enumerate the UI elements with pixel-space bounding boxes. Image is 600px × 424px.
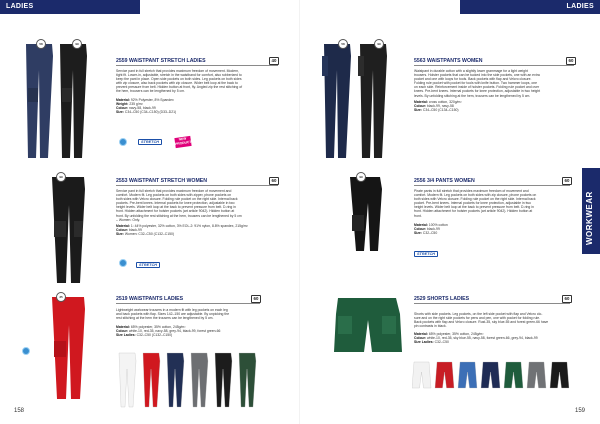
product-specs: Material: 92% Polyester, 8% Spandex Weight: 235 g/m² Colour: navy-58, black-99 Size: C34–C50 (C34–C150) (D33–D21) (116, 98, 177, 115)
colour-code-badge: 58 (36, 39, 46, 49)
product-specs: Material: cross cotton, 320g/m² Colour: black-99, navy-58 Size: C34–C50 (C134–C150) (414, 100, 462, 113)
pant-black (52, 177, 85, 283)
pant-black (358, 44, 387, 158)
product-specs: Material: 1: 44% polyester, 32% cotton, 3% EOL-2: 91% nylon, 8.8% spandex, 215g/m² Colour: black-99 Size: Women: C32–C50 (C132–C150) (116, 224, 248, 237)
new-product-badge: NEW PRODUCT (174, 136, 192, 147)
title-rule (414, 185, 570, 186)
variant-58 (481, 362, 500, 388)
title-rule (414, 303, 570, 304)
product-2556-image (340, 175, 396, 255)
title-rule (414, 65, 574, 66)
product-description: Shorts with side pockets. Leg pockets, on the left side pocket with flap and Velcro clo- sure and on the right side pockets for pens and pen, one with pocket for folding rule. Back pockets with flap and Velcro closure. Rust-35, sky blue-55 and forest green-66 have pin contrasts in black. (414, 312, 549, 329)
product-description: Lightweight workwear trousers in a modern fit with leg pockets on each leg and back pockets with flap. Sizes 142–150 are adjustable. By unpicking the rest stitching at the hem the trousers can be lengthened by 5 cm. (116, 308, 230, 321)
variant-66 (239, 353, 256, 407)
product-2529-image (330, 296, 406, 356)
wash-icon (119, 259, 127, 267)
product-title: 2559 WAISTPANT STRETCH LADIES (116, 58, 206, 64)
product-title: 5563 WAISTPANTS WOMEN (414, 58, 483, 64)
colour-variants-2519 (117, 351, 287, 411)
title-rule (116, 303, 260, 304)
wash-icon (119, 138, 127, 146)
section-title-left: LADIES (6, 3, 34, 10)
workwear-label: WORKWEAR (585, 191, 594, 245)
colour-code-badge: 99 (356, 172, 366, 182)
variant-10 (119, 353, 136, 407)
product-2559-image (18, 40, 94, 160)
product-title: 2519 WAISTPANTS LADIES (116, 296, 184, 302)
colour-code-badge: 99 (56, 172, 66, 182)
stretch-logo: STRETCH (138, 139, 162, 145)
price-code: 60 (562, 177, 572, 185)
variant-58 (167, 353, 184, 407)
variant-94 (191, 353, 208, 407)
header-bar-left (0, 0, 140, 14)
product-description: Waistpant in durable cotton with a slightly lower grammage for a light weight trousers. Holster pockets that can be tucked into the side pockets, one with an extra pocket and one with loops for tools. Back pockets with flap and Velcro closure. Folding rule pocket with pocket for tools with knife button. Two hammer loops, one on each side. Reinforcement inside of holster pockets. Folding rule pocket and over knees. Pre-bent knees. Internal pockets for knee protection, adjustable in two height levels. By unfolding stitching at the hem, trousers can be lengthened by 5 cm. (414, 69, 541, 98)
product-title: 2556 3/4 PANTS WOMEN (414, 178, 475, 184)
header-bar-right (460, 0, 600, 14)
variant-35 (435, 362, 454, 388)
variant-94 (527, 362, 546, 388)
variant-10 (412, 362, 431, 388)
product-description: Pirate pants in full stretch that provides maximum freedom of movement and comfort. Modern fit. Leg pockets on both sides with zip closure, phone pockets on both sides with Velcro closure. Folding rule pocket on the right side. Internal back pocket. Pre-bent knees. Internal pockets for knee protection, adjustable in two height levels. Wider belt loop at the back to prevent pressure from belt. D-ring in front. Hidden attachment for holster pockets (art article 9042). Hidden button at front. (414, 189, 537, 218)
price-code: 60 (269, 177, 279, 185)
product-specs: Material: 65% polyester, 35% cotton, 245g/m² Colour: white-10, red-35, navy-58, grey-94, black-99, forest green-66 Size Ladies: C32–C50 (C132–C150) (116, 325, 221, 338)
product-specs: Material: 65% polyester, 35% cotton, 245g/m² Colour: white-10, red-35, sky blue-55, navy-58, forest green-66, grey-94, black-99 Size Ladies: C32–C50 (414, 332, 538, 345)
stretch-logo: STRETCH (136, 262, 160, 268)
colour-code-badge: 35 (56, 292, 66, 302)
title-rule (116, 65, 278, 66)
title-rule (116, 185, 278, 186)
product-2519-image (40, 295, 100, 401)
product-title: 2529 SHORTS LADIES (414, 296, 470, 302)
variant-99 (215, 353, 232, 407)
wash-icon (22, 347, 30, 355)
variant-99 (550, 362, 569, 388)
colour-code-badge: 99 (72, 39, 82, 49)
shorts-green (334, 298, 402, 352)
price-code: 60 (562, 295, 572, 303)
price-code: 60 (251, 295, 261, 303)
product-specs: Material: 100% cotton Colour: black-99 Size: C32–C50 (414, 223, 448, 236)
variant-66 (504, 362, 523, 388)
pant-red (52, 297, 85, 399)
pant-navy (26, 44, 53, 158)
stretch-logo: STRETCH (414, 251, 438, 257)
product-2553-image (40, 175, 100, 285)
product-title: 2553 WAISTPANT STRETCH WOMEN (116, 178, 207, 184)
colour-variants-2529 (412, 360, 580, 400)
page-number-left: 158 (14, 408, 25, 414)
page-number-right: 159 (575, 408, 586, 414)
product-5563-image (316, 40, 392, 160)
section-title-right: LADIES (566, 3, 594, 10)
pant-navy (322, 44, 351, 158)
product-description: Service pant in full stretch that provides maximum freedom of movement and comfort. Modern fit. Leg pockets on both sides with zipper, phone pockets on both sides with Velcro closure. Folding rule pocket on the right side. Internal back pockets. Pre-bent knees. Internal pockets for knee protection, adjustable in two height levels. Wider belt loop at the back to prevent pressure from belt. D-ring in front. Hidden attachment for holster pockets (art article 9042). Hidden button at front. By unfolding the rest stitching at the hem, trousers can be lengthened by 5 cm – Women: Only. (116, 189, 242, 222)
price-code: 60 (566, 57, 576, 65)
page-gutter (299, 0, 300, 424)
colour-code-badge: 58 (338, 39, 348, 49)
variant-55 (458, 362, 477, 388)
colour-code-badge: 99 (374, 39, 384, 49)
pant-black (350, 177, 382, 251)
product-description: Service pant in full stretch that provides maximum freedom of movement. Modern, tight fit. Lower-in, adjustable, stretch in the waistband for comfort, also rubberized to keep the pant in place. Open side pockets on both sides. Leg pockets on both sides with zip closure, also back pockets with zip closure. Wider belt loop at the back to prevent pressure from belt. Hidden button at front, fly. Angled zip the rest stitching of the hem, trousers can be lengthened by 5 cm. (116, 69, 243, 94)
pant-black (60, 44, 87, 158)
price-code: 40 (269, 57, 279, 65)
workwear-side-tab (582, 168, 600, 254)
variant-35 (143, 353, 160, 407)
